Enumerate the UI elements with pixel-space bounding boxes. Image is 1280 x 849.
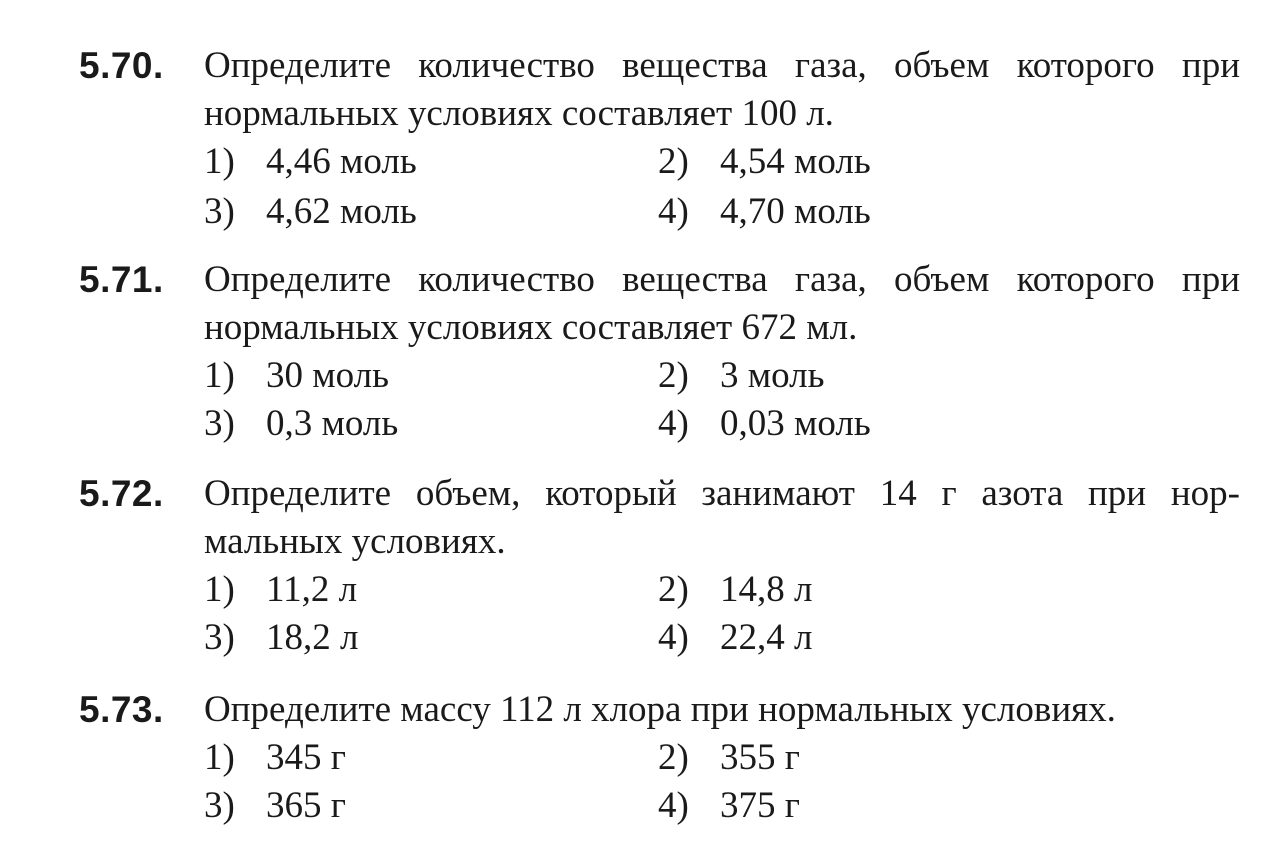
answer-option <box>658 188 871 236</box>
question-line: Определите количество вещества газа, объем которого при <box>204 45 1240 86</box>
option-number: 2) <box>658 737 689 778</box>
problem-question <box>204 686 1240 734</box>
question-line: нормальных условиях составляет 100 л. <box>204 93 834 134</box>
problem-question <box>204 470 1240 566</box>
question-line: мальных условиях. <box>204 521 506 562</box>
answer-option <box>204 782 346 830</box>
option-text: 30 моль <box>266 355 390 396</box>
answer-option <box>204 352 389 400</box>
option-number: 2) <box>658 355 689 396</box>
answer-option <box>658 352 825 400</box>
option-number: 1) <box>204 141 235 182</box>
problem-question <box>204 42 1240 138</box>
option-number: 1) <box>204 355 235 396</box>
option-text: 4,62 моль <box>266 191 417 232</box>
option-text: 365 г <box>266 785 346 826</box>
option-number: 1) <box>204 569 235 610</box>
answer-option <box>658 566 812 614</box>
problem-question <box>204 256 1240 352</box>
answer-option <box>204 566 357 614</box>
answer-option <box>658 614 812 662</box>
option-number: 4) <box>658 191 689 232</box>
option-number: 4) <box>658 403 689 444</box>
answer-option <box>204 138 417 186</box>
option-number: 1) <box>204 737 235 778</box>
option-number: 3) <box>204 617 235 658</box>
problem-number: 5.72. <box>79 473 164 514</box>
answer-option <box>204 734 346 782</box>
answer-option <box>658 734 800 782</box>
option-number: 2) <box>658 569 689 610</box>
option-text: 4,54 моль <box>720 141 871 182</box>
question-line: Определите количество вещества газа, объем которого при <box>204 259 1240 300</box>
option-text: 375 г <box>720 785 800 826</box>
option-text: 4,46 моль <box>266 141 417 182</box>
option-text: 345 г <box>266 737 346 778</box>
option-text: 3 моль <box>720 355 825 396</box>
option-number: 4) <box>658 617 689 658</box>
option-text: 11,2 л <box>266 569 358 610</box>
answer-option <box>658 138 871 186</box>
answer-option <box>658 400 871 448</box>
option-number: 2) <box>658 141 689 182</box>
answer-option <box>204 614 358 662</box>
answer-option <box>204 188 417 236</box>
option-number: 4) <box>658 785 689 826</box>
question-line: нормальных условиях составляет 672 мл. <box>204 307 858 348</box>
problem-number: 5.71. <box>79 259 164 300</box>
option-text: 22,4 л <box>720 617 813 658</box>
option-text: 355 г <box>720 737 800 778</box>
option-number: 3) <box>204 191 235 232</box>
option-text: 0,3 моль <box>266 403 399 444</box>
option-number: 3) <box>204 403 235 444</box>
problem-number: 5.73. <box>79 689 164 730</box>
option-text: 14,8 л <box>720 569 813 610</box>
option-text: 0,03 моль <box>720 403 871 444</box>
option-text: 4,70 моль <box>720 191 871 232</box>
problem-number: 5.70. <box>79 45 164 86</box>
option-number: 3) <box>204 785 235 826</box>
question-line: Определите массу 112 л хлора при нормальных условиях. <box>204 689 1116 730</box>
option-text: 18,2 л <box>266 617 359 658</box>
answer-option <box>204 400 398 448</box>
question-line: Определите объем, который занимают 14 г азота при нор- <box>204 473 1240 514</box>
answer-option <box>658 782 800 830</box>
